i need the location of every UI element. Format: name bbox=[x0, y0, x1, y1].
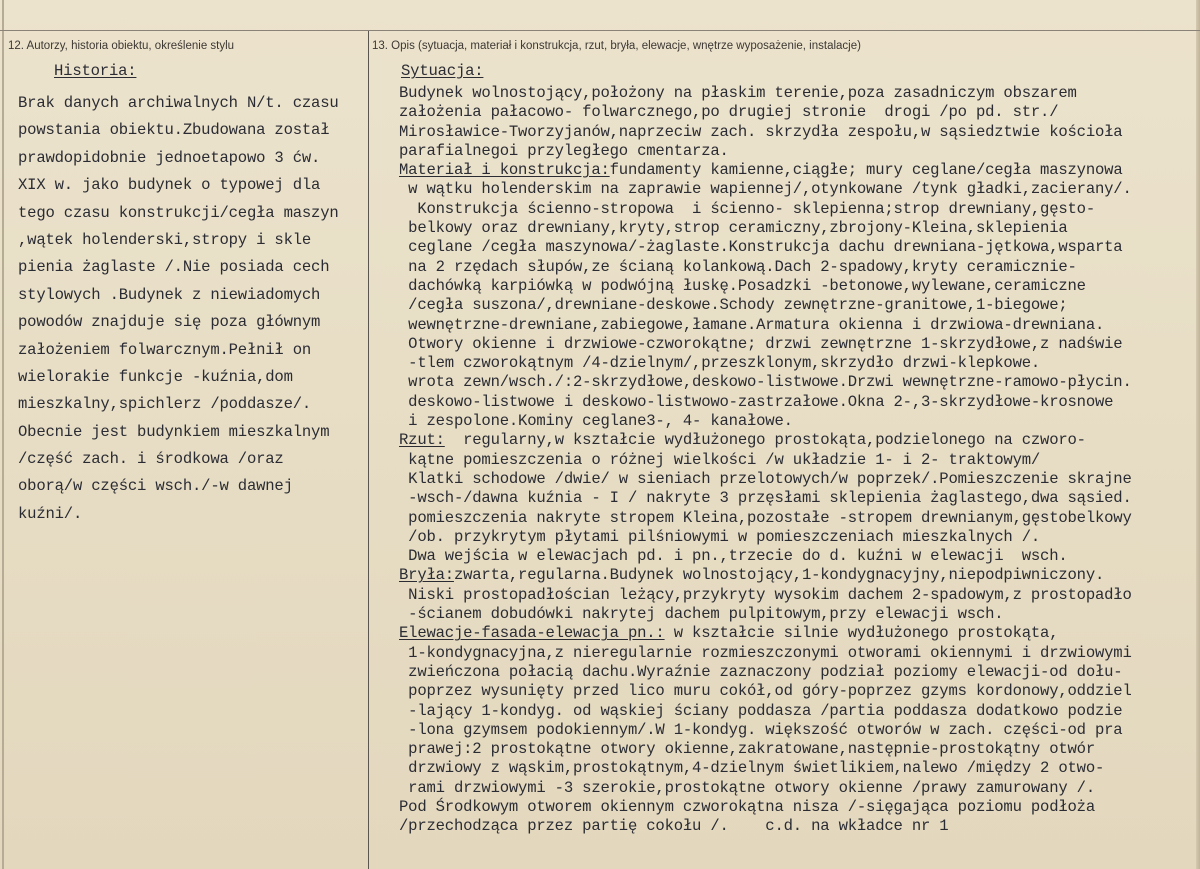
description-line bbox=[399, 489, 1132, 508]
history-line: ,wątek holenderski,stropy i skle bbox=[18, 230, 312, 249]
description-line bbox=[399, 798, 1132, 817]
line-text: fundamenty kamienne,ciągłe; mury ceglane/cegła maszynowa bbox=[609, 161, 1123, 180]
line-text: Klatki schodowe /dwie/ w sieniach przelotowych/w poprzek/.Pomieszczenie skrajne bbox=[399, 469, 1132, 488]
description-line bbox=[399, 817, 1132, 836]
line-text: zwieńczona połacią dachu.Wyraźnie zaznaczony podział poziomy elewacji-od dołu- bbox=[399, 662, 1123, 681]
description-line bbox=[399, 624, 1132, 643]
line-text: Dwa wejścia w elewacjach pd. i pn.,trzecie do d. kuźni w elewacji wsch. bbox=[399, 547, 1068, 566]
history-line: wielorakie funkcje -kuźnia,dom bbox=[18, 367, 293, 386]
description-line bbox=[399, 470, 1132, 489]
line-text: rami drzwiowymi -3 szerokie,prostokątne otwory okienne /prawy zamurowany /. bbox=[399, 778, 1095, 797]
line-text: /przechodząca przez partię cokołu /. c.d. na wkładce nr 1 bbox=[399, 817, 949, 836]
description-line bbox=[399, 566, 1132, 585]
description-line bbox=[399, 586, 1132, 605]
description-line bbox=[399, 84, 1132, 103]
description-line bbox=[399, 258, 1132, 277]
description-line bbox=[399, 547, 1132, 566]
description-line bbox=[399, 509, 1132, 528]
description-line bbox=[399, 393, 1132, 412]
section-label: Bryła: bbox=[399, 566, 454, 585]
line-text: i zespolone.Kominy ceglane3-, 4- kanałowe. bbox=[399, 412, 793, 431]
section-label: Materiał i konstrukcja: bbox=[399, 161, 610, 180]
history-line: mieszkalny,spichlerz /poddasze/. bbox=[18, 395, 312, 414]
description-line bbox=[399, 277, 1132, 296]
paper-edge-right bbox=[1196, 0, 1200, 869]
line-text: /ob. przykrytym płytami pilśniowymi w pomieszczeniach mieszkalnych /. bbox=[399, 527, 1041, 546]
description-line bbox=[399, 296, 1132, 315]
description-line bbox=[399, 663, 1132, 682]
line-text: /cegła suszona/,drewniane-deskowe.Schody zewnętrzne-granitowe,1-biegowe; bbox=[399, 296, 1068, 315]
description-line bbox=[399, 451, 1132, 470]
line-text: regularny,w kształcie wydłużonego prostokąta,podzielonego na czworo- bbox=[444, 431, 1086, 450]
line-text: -tlem czworokątnym /4-dzielnym/,przeszklonym,skrzydło drzwi-klepkowe. bbox=[399, 354, 1041, 373]
line-text: ceglane /cegła maszynowa/-żaglaste.Konstrukcja dachu drewniana-jętkowa,wsparta bbox=[399, 238, 1123, 257]
description-line bbox=[399, 740, 1132, 759]
line-text: prawej:2 prostokątne otwory okienne,zakratowane,następnie-prostokątny otwór bbox=[399, 740, 1095, 759]
description-line bbox=[399, 605, 1132, 624]
description-line bbox=[399, 373, 1132, 392]
line-text: 1-kondygnacyjna,z nieregularnie rozmieszczonymi otworami okiennymi i drzwiowymi bbox=[399, 643, 1132, 662]
description-line bbox=[399, 431, 1132, 450]
line-text: wewnętrzne-drewniane,zabiegowe,łamane.Armatura okienna i drzwiowa-drewniana. bbox=[399, 315, 1105, 334]
description-line bbox=[399, 412, 1132, 431]
section-label: Elewacje-fasada-elewacja pn.: bbox=[399, 624, 665, 643]
history-line: stylowych .Budynek z niewiadomych bbox=[18, 285, 321, 304]
line-text: Otwory okienne i drzwiowe-czworokątne; drzwi zewnętrzne 1-skrzydłowe,z nadświe bbox=[399, 334, 1123, 353]
section-label: Rzut: bbox=[399, 431, 445, 450]
history-line: założeniem folwarcznym.Pełnił on bbox=[18, 340, 312, 359]
history-text bbox=[18, 90, 339, 528]
history-line: tego czasu konstrukcji/cegła maszyn bbox=[18, 203, 339, 222]
field-12-label: 12. Autorzy, historia obiektu, określenie stylu bbox=[8, 40, 235, 52]
column-divider bbox=[368, 31, 369, 869]
field-13-label: 13. Opis (sytuacja, materiał i konstrukcja, rzut, bryła, elewacje, wnętrze wyposażenie, instalacje) bbox=[372, 40, 861, 52]
line-text: poprzez wysunięty przed lico muru cokół,od góry-poprzez gzyms kordonowy,oddziel bbox=[399, 682, 1132, 701]
line-text: -ścianem dobudówki nakrytej dachem pulpitowym,przy elewacji wsch. bbox=[399, 605, 1004, 624]
description-line bbox=[399, 721, 1132, 740]
line-text: pomieszczenia nakryte stropem Kleina,pozostałe -stropem drewnianym,gęstobelkowy bbox=[399, 508, 1132, 527]
line-text: drzwiowy z wąskim,prostokątnym,4-dzielnym świetlikiem,nalewo /między 2 otwo- bbox=[399, 759, 1105, 778]
history-line: prawdopidobnie jednoetapowo 3 ćw. bbox=[18, 148, 321, 167]
line-text: -lający 1-kondyg. od wąskiej ściany poddasza /partia poddasza dodatkowo podzie bbox=[399, 701, 1123, 720]
description-line bbox=[399, 161, 1132, 180]
history-line: powodów znajduje się poza głównym bbox=[18, 313, 321, 332]
line-text: Konstrukcja ścienno-stropowa i ścienno- sklepienna;strop drewniany,gęsto- bbox=[399, 199, 1095, 218]
line-text: -lona gzymsem podokiennym/.W 1-kondyg. większość otworów w zach. części-od pra bbox=[399, 720, 1123, 739]
history-line: kuźni/. bbox=[18, 504, 83, 523]
history-line: /część zach. i środkowa /oraz bbox=[18, 450, 284, 469]
description-line bbox=[399, 335, 1132, 354]
description-line bbox=[399, 702, 1132, 721]
description-line bbox=[399, 682, 1132, 701]
description-line bbox=[399, 644, 1132, 663]
description-line bbox=[399, 779, 1132, 798]
line-text: Pod Środkowym otworem okiennym czworokątna nisza /-sięgająca poziomu podłoża bbox=[399, 797, 1095, 816]
description-line bbox=[399, 219, 1132, 238]
history-line: Obecnie jest budynkiem mieszkalnym bbox=[18, 422, 330, 441]
description-line bbox=[399, 354, 1132, 373]
line-text: belkowy oraz drewniany,kryty,strop ceramiczny,zbrojony-Kleina,sklepienia bbox=[399, 219, 1068, 238]
line-text: Mirosławice-Tworzyjanów,naprzeciw zach. skrzydła zespołu,w sąsiedztwie kościoła bbox=[399, 122, 1123, 141]
line-text: dachówką karpiówką w podwójną łuskę.Posadzki -betonowe,wylewane,ceramiczne bbox=[399, 276, 1086, 295]
header-rule bbox=[0, 30, 1200, 31]
line-text: Niski prostopadłościan leżący,przykryty wysokim dachem 2-spadowym,z prostopadło bbox=[399, 585, 1132, 604]
history-title: Historia: bbox=[54, 62, 137, 80]
history-line: pienia żaglaste /.Nie posiada cech bbox=[18, 258, 330, 277]
history-line: XIX w. jako budynek o typowej dla bbox=[18, 176, 321, 195]
description-line bbox=[399, 142, 1132, 161]
line-text: Budynek wolnostojący,położony na płaskim terenie,poza zasadniczym obszarem bbox=[399, 84, 1077, 102]
line-text: kątne pomieszczenia o różnej wielkości /w układzie 1- i 2- traktowym/ bbox=[399, 450, 1041, 469]
description-line bbox=[399, 238, 1132, 257]
situation-title: Sytuacja: bbox=[401, 62, 484, 80]
line-text: w kształcie silnie wydłużonego prostokąta, bbox=[664, 624, 1059, 643]
description-line bbox=[399, 759, 1132, 778]
description-line bbox=[399, 103, 1132, 122]
history-line: Brak danych archiwalnych N/t. czasu bbox=[18, 94, 339, 112]
description-text bbox=[399, 84, 1132, 837]
line-text: zwarta,regularna.Budynek wolnostojący,1-kondygnacyjny,niepodpiwniczony. bbox=[453, 566, 1105, 585]
line-text: wrota zewn/wsch./:2-skrzydłowe,deskowo-listwowe.Drzwi wewnętrzne-ramowo-płycin. bbox=[399, 373, 1132, 392]
line-text: na 2 rzędach słupów,ze ścianą kolankową.Dach 2-spadowy,kryty ceramicznie- bbox=[399, 257, 1077, 276]
line-text: deskowo-listwowe i deskowo-listwowo-zastrzałowe.Okna 2-,3-skrzydłowe-krosnowe bbox=[399, 392, 1114, 411]
history-line: oborą/w części wsch./-w dawnej bbox=[18, 477, 293, 496]
description-line bbox=[399, 180, 1132, 199]
history-line: powstania obiektu.Zbudowana został bbox=[18, 121, 330, 140]
description-line bbox=[399, 528, 1132, 547]
paper-edge-left bbox=[2, 0, 4, 869]
description-line bbox=[399, 316, 1132, 335]
line-text: założenia pałacowo- folwarcznego,po drugiej stronie drogi /po pd. str./ bbox=[399, 103, 1059, 122]
description-line bbox=[399, 200, 1132, 219]
line-text: -wsch-/dawna kuźnia - I / nakryte 3 przęsłami sklepienia żaglastego,dwa sąsied. bbox=[399, 489, 1132, 508]
line-text: w wątku holenderskim na zaprawie wapiennej/,otynkowane /tynk gładki,zacierany/. bbox=[399, 180, 1132, 199]
description-line bbox=[399, 123, 1132, 142]
line-text: parafialnegoi przyległego cmentarza. bbox=[399, 141, 729, 160]
